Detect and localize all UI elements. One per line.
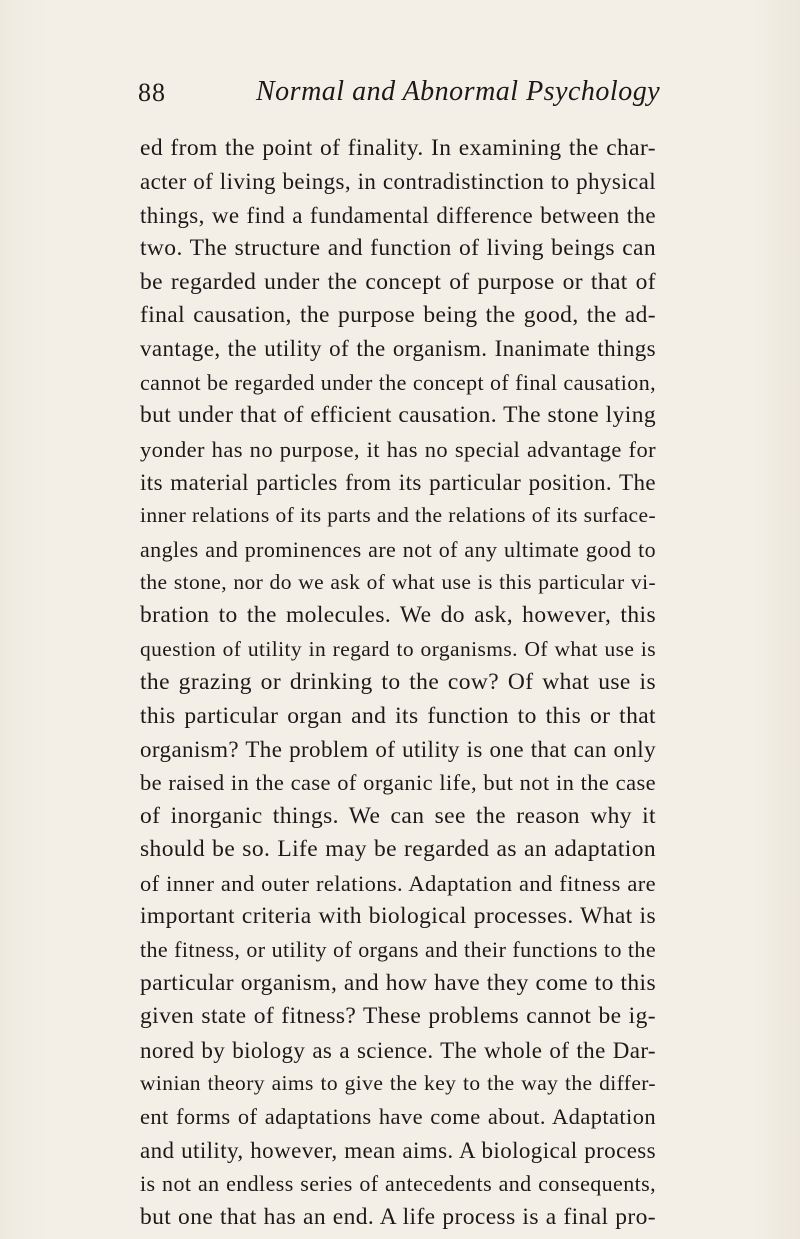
text-line: be regarded under the concept of purpose or that of [140,268,656,295]
text-line: should be so. Life may be regarded as an adaptation [140,836,656,863]
text-line: but one that has an end. A life process is a final pro- [140,1203,656,1230]
text-line: and utility, however, mean aims. A biological process [140,1137,656,1163]
text-line: final causation, the purpose being the good, the ad- [140,301,656,328]
text-line: nored by biology as a science. The whole of the Dar- [140,1037,656,1063]
text-line: acter of living beings, in contradistinction to physical [140,169,656,195]
text-line: winian theory aims to give the key to the way the differ- [140,1070,656,1095]
text-line: things, we find a fundamental difference between the [140,202,656,228]
text-line: its material particles from its particular position. The [140,469,656,495]
text-line: this particular organ and its function to this or that [140,702,656,729]
text-line: the fitness, or utility of organs and their functions to the [140,937,656,963]
text-line: organism? The problem of utility is one that can only [140,737,656,763]
text-line: particular organism, and how have they come to this [140,969,656,996]
page-number: 88 [138,78,166,107]
text-line: two. The structure and function of living beings can [140,235,656,262]
body-text [140,132,656,1234]
text-line: but under that of efficient causation. The stone lying [140,402,656,429]
text-line: of inorganic things. We can see the reason why it [140,802,656,829]
text-line: is not an endless series of antecedents and consequents, [140,1171,656,1197]
text-line: angles and prominences are not of any ultimate good to [140,536,656,562]
text-line: the stone, nor do we ask of what use is this particular vi- [140,570,656,595]
text-line: given state of fitness? These problems cannot be ig- [140,1003,656,1030]
text-line: yonder has no purpose, it has no special advantage for [140,436,656,462]
text-line: inner relations of its parts and the relations of its surface- [140,503,656,528]
text-line: bration to the molecules. We do ask, however, this [140,602,656,629]
text-line: ent forms of adaptations have come about. Adaptation [140,1104,656,1130]
text-line: of inner and outer relations. Adaptation and fitness are [140,870,656,896]
running-title: Normal and Abnormal Psychology [256,76,661,107]
text-line: important criteria with biological processes. What is [140,902,656,929]
text-line: cannot be regarded under the concept of final causation, [140,369,656,395]
text-line: vantage, the utility of the organism. Inanimate things [140,336,656,362]
text-line: question of utility in regard to organisms. Of what use is [140,636,656,661]
text-line: be raised in the case of organic life, but not in the case [140,770,656,796]
text-line: ed from the point of finality. In examining the char- [140,135,656,161]
text-line: the grazing or drinking to the cow? Of what use is [140,669,656,696]
running-head [138,76,661,118]
